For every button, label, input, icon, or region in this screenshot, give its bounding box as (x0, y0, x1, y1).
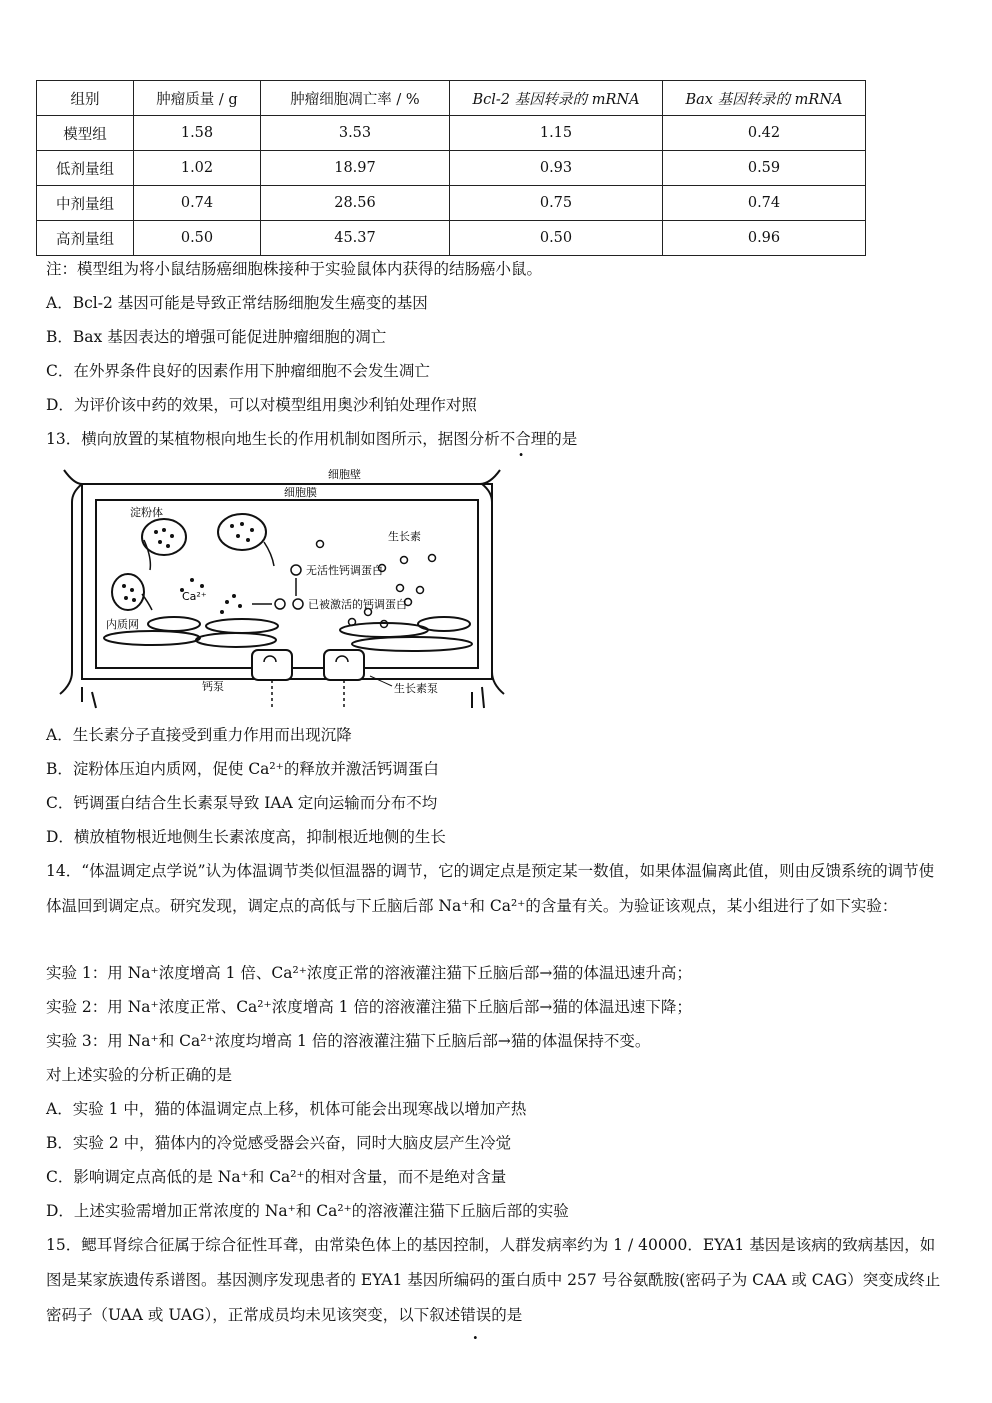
amyloplast-shape (218, 514, 266, 550)
table-cell: 0.59 (663, 151, 866, 186)
table-cell: 1.58 (134, 116, 261, 151)
header-bax-mrna: Bax 基因转录的 mRNA (663, 81, 866, 116)
q13-option-c: C．钙调蛋白结合生长素泵导致 IAA 定向运输而分布不均 (46, 794, 438, 812)
calcium-pump (252, 650, 292, 680)
auxin-label: 生长素 (388, 530, 421, 543)
table-cell: 0.42 (663, 116, 866, 151)
table-cell: 18.97 (261, 151, 450, 186)
table-row (37, 186, 866, 221)
table-cell: 1.15 (450, 116, 663, 151)
q12-option-c: C．在外界条件良好的因素作用下肿瘤细胞不会发生凋亡 (46, 362, 430, 380)
q13-stem-prefix: 13．横向放置的某植物根向地生长的作用机制如图所示，据图分析 (46, 430, 500, 448)
table-cell: 0.50 (134, 221, 261, 256)
q15-stem-suffix: 的是 (491, 1306, 523, 1324)
table-cell: 中剂量组 (37, 186, 134, 221)
auxin-pump-label: 生长素泵 (394, 682, 438, 695)
active-calmodulin-label: 已被激活的钙调蛋白 (308, 598, 407, 611)
cell-diagram (52, 462, 512, 712)
table-cell: 28.56 (261, 186, 450, 221)
q14-option-a: A．实验 1 中，猫的体温调定点上移，机体可能会出现寒战以增加产热 (46, 1100, 527, 1118)
q15-stem-emphasis: 错误 (460, 1306, 492, 1324)
q14-experiment-2: 实验 2：用 Na⁺浓度正常、Ca²⁺浓度增高 1 倍的溶液灌注猫下丘脑后部→猫的体温迅速下降； (46, 998, 692, 1016)
endoplasmic-reticulum-label: 内质网 (106, 618, 139, 631)
q14-experiment-1: 实验 1：用 Na⁺浓度增高 1 倍、Ca²⁺浓度正常的溶液灌注猫下丘脑后部→猫的体温迅速升高； (46, 964, 692, 982)
header-tumor-mass: 肿瘤质量 / g (134, 81, 261, 116)
q13-option-a: A．生长素分子直接受到重力作用而出现沉降 (46, 726, 352, 744)
table-row (37, 116, 866, 151)
table-cell: 低剂量组 (37, 151, 134, 186)
table-note: 注：模型组为将小鼠结肠癌细胞株接种于实验鼠体内获得的结肠癌小鼠。 (46, 260, 543, 278)
auxin-pump (324, 650, 364, 680)
q15-stem (46, 1228, 946, 1333)
header-apoptosis-rate: 肿瘤细胞凋亡率 / % (261, 81, 450, 116)
q14-option-c: C．影响调定点高低的是 Na⁺和 Ca²⁺的相对含量，而不是绝对含量 (46, 1168, 507, 1186)
table-row (37, 221, 866, 256)
q15-stem-prefix: 15．鳃耳肾综合征属于综合征性耳聋，由常染色体上的基因控制，人群发病率约为 1 / 40000．EYA1 基因是该病的致病基因，如图是某家族遗传系谱图。基因测序发现患者的 EYA1 基因所编码的蛋白质中 257 号谷氨酰胺(密码子为 CAA 或 CAG）突变成终止密码子（UAA 或 UAG），正常成员均未见该突变，以下叙述 (46, 1236, 941, 1324)
table-cell: 45.37 (261, 221, 450, 256)
q14-experiment-3: 实验 3：用 Na⁺和 Ca²⁺浓度均增高 1 倍的溶液灌注猫下丘脑后部→猫的体温保持不变。 (46, 1032, 651, 1050)
inactive-calmodulin-label: 无活性钙调蛋白 (306, 564, 383, 577)
results-table (36, 80, 866, 256)
amyloplast-label: 淀粉体 (130, 506, 163, 519)
amyloplast-shape (112, 574, 144, 610)
table-row (37, 151, 866, 186)
table-cell: 0.50 (450, 221, 663, 256)
q14-option-d: D．上述实验需增加正常浓度的 Na⁺和 Ca²⁺的溶液灌注猫下丘脑后部的实验 (46, 1202, 569, 1220)
q12-option-d: D．为评价该中药的效果，可以对模型组用奥沙利铂处理作对照 (46, 396, 477, 414)
table-cell: 3.53 (261, 116, 450, 151)
cell-wall-label: 细胞壁 (328, 468, 361, 481)
q14-question: 对上述实验的分析正确的是 (46, 1066, 233, 1084)
root-gravitropism-figure (52, 462, 512, 712)
q13-stem-emphasis: 不合理 (499, 430, 547, 448)
table-cell: 0.74 (663, 186, 866, 221)
table-cell: 0.96 (663, 221, 866, 256)
calcium-label: Ca²⁺ (182, 590, 207, 603)
table-cell: 0.93 (450, 151, 663, 186)
q13-stem-suffix: 的是 (546, 430, 578, 448)
calcium-pump-label: 钙泵 (202, 680, 224, 693)
table-cell: 1.02 (134, 151, 261, 186)
table-header-row (37, 81, 866, 116)
table-cell: 模型组 (37, 116, 134, 151)
q13-option-d: D．横放植物根近地侧生长素浓度高，抑制根近地侧的生长 (46, 828, 446, 846)
cell-membrane-label: 细胞膜 (284, 486, 317, 499)
q12-option-a: A．Bcl-2 基因可能是导致正常结肠细胞发生癌变的基因 (46, 294, 428, 312)
q13-stem (46, 428, 577, 450)
table-cell: 0.74 (134, 186, 261, 221)
q14-option-b: B．实验 2 中，猫体内的冷觉感受器会兴奋，同时大脑皮层产生冷觉 (46, 1134, 512, 1152)
header-group: 组别 (37, 81, 134, 116)
table-cell: 高剂量组 (37, 221, 134, 256)
amyloplast-shape (142, 519, 186, 555)
table-cell: 0.75 (450, 186, 663, 221)
q14-stem: 14．“体温调定点学说”认为体温调节类似恒温器的调节，它的调定点是预定某一数值，如果体温偏离此值，则由反馈系统的调节使体温回到调定点。研究发现，调定点的高低与下丘脑后部 Na⁺和 Ca²⁺的含量有关。为验证该观点，某小组进行了如下实验： (46, 862, 935, 915)
header-bcl2-mrna: Bcl-2 基因转录的 mRNA (450, 81, 663, 116)
q13-option-b: B．淀粉体压迫内质网，促使 Ca²⁺的释放并激活钙调蛋白 (46, 760, 439, 778)
q12-option-b: B．Bax 基因表达的增强可能促进肿瘤细胞的凋亡 (46, 328, 387, 346)
